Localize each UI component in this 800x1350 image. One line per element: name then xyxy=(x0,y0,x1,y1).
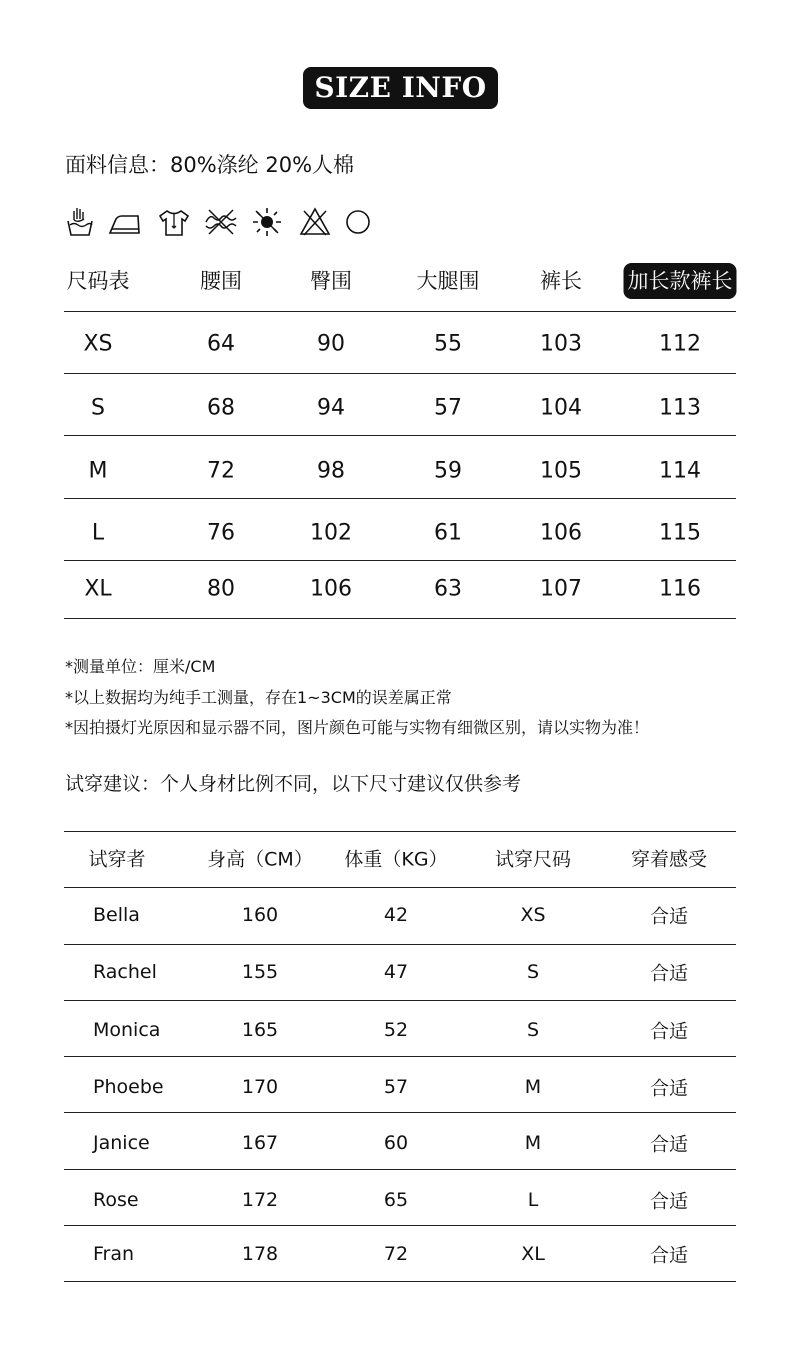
fit-cell-height: 170 xyxy=(241,1076,279,1098)
fit-cell-size: L xyxy=(527,1189,539,1211)
fit-cell-size: M xyxy=(524,1076,542,1098)
fit-table-divider xyxy=(64,831,736,832)
circle-icon xyxy=(344,205,374,239)
fit-advice-title: 试穿建议：个人身材比例不同，以下尺寸建议仅供参考 xyxy=(65,773,522,795)
fit-cell-weight: 52 xyxy=(383,1019,409,1041)
hang-dry-icon xyxy=(157,205,191,239)
size-cell-long-length: 113 xyxy=(659,395,701,421)
size-cell-thigh: 57 xyxy=(434,395,462,421)
fit-cell-feel: 合适 xyxy=(649,1020,689,1043)
header-size: 尺码表 xyxy=(66,269,130,293)
fit-cell-weight: 65 xyxy=(383,1189,409,1211)
fit-header-feel: 穿着感受 xyxy=(630,848,708,871)
fit-cell-height: 178 xyxy=(241,1243,279,1265)
fit-cell-weight: 47 xyxy=(383,961,409,983)
size-cell-hip: 106 xyxy=(310,576,352,602)
size-cell-size: XS xyxy=(83,331,113,357)
header-length: 裤长 xyxy=(540,269,582,293)
fit-cell-size: XL xyxy=(521,1243,545,1265)
hand-wash-icon xyxy=(65,205,95,239)
size-cell-size: S xyxy=(91,395,105,421)
size-cell-thigh: 55 xyxy=(434,331,462,357)
header-hip: 臀围 xyxy=(310,269,352,293)
fit-cell-tester: Bella xyxy=(93,904,140,926)
fit-cell-height: 160 xyxy=(241,904,279,926)
no-wring-icon xyxy=(204,205,238,239)
fit-table-divider xyxy=(64,1056,736,1057)
size-table-divider xyxy=(64,435,736,436)
note-measure: *以上数据均为纯手工测量，存在1~3CM的误差属正常 xyxy=(65,688,452,707)
size-cell-thigh: 59 xyxy=(434,458,462,484)
fit-cell-height: 167 xyxy=(241,1132,279,1154)
size-cell-thigh: 63 xyxy=(434,576,462,602)
fit-cell-tester: Janice xyxy=(93,1132,150,1154)
fit-cell-height: 155 xyxy=(241,961,279,983)
size-cell-waist: 72 xyxy=(207,458,235,484)
size-table-divider xyxy=(64,373,736,374)
fit-cell-size: M xyxy=(524,1132,542,1154)
fit-header-weight: 体重（KG） xyxy=(344,848,448,871)
size-cell-hip: 102 xyxy=(310,520,352,546)
size-table-divider xyxy=(64,618,736,619)
fit-cell-weight: 60 xyxy=(383,1132,409,1154)
size-cell-waist: 64 xyxy=(207,331,235,357)
header-thigh: 大腿围 xyxy=(416,269,480,293)
size-cell-long-length: 116 xyxy=(659,576,701,602)
size-cell-size: L xyxy=(91,520,105,546)
size-table-header xyxy=(0,263,800,299)
fit-cell-tester: Phoebe xyxy=(93,1076,164,1098)
fit-cell-feel: 合适 xyxy=(649,1190,689,1213)
fit-cell-tester: Rachel xyxy=(93,961,157,983)
fit-table-divider xyxy=(64,1000,736,1001)
size-cell-size: XL xyxy=(84,576,112,602)
no-sun-dry-icon xyxy=(250,205,284,239)
size-cell-size: M xyxy=(88,458,108,484)
fit-cell-size: S xyxy=(526,1019,540,1041)
size-cell-length: 104 xyxy=(540,395,582,421)
note-color: *因拍摄灯光原因和显示器不同，图片颜色可能与实物有细微区别，请以实物为准！ xyxy=(65,718,650,737)
fit-table-divider xyxy=(64,944,736,945)
size-cell-long-length: 112 xyxy=(659,331,701,357)
fit-cell-weight: 72 xyxy=(383,1243,409,1265)
fit-cell-height: 165 xyxy=(241,1019,279,1041)
fit-table-divider xyxy=(64,1225,736,1226)
size-cell-long-length: 115 xyxy=(659,520,701,546)
note-unit: *测量单位：厘米/CM xyxy=(65,657,216,676)
fit-cell-height: 172 xyxy=(241,1189,279,1211)
size-cell-hip: 98 xyxy=(317,458,345,484)
size-cell-length: 107 xyxy=(540,576,582,602)
fit-cell-tester: Fran xyxy=(93,1243,135,1265)
header-long-length: 加长款裤长 xyxy=(624,263,737,299)
size-cell-waist: 68 xyxy=(207,395,235,421)
iron-low-icon xyxy=(108,205,142,239)
fit-table-divider xyxy=(64,1169,736,1170)
fit-cell-feel: 合适 xyxy=(649,1133,689,1156)
fit-header-tester: 试穿者 xyxy=(88,848,146,871)
fit-table-divider xyxy=(64,1281,736,1282)
size-cell-waist: 76 xyxy=(207,520,235,546)
size-table-divider xyxy=(64,498,736,499)
size-cell-hip: 90 xyxy=(317,331,345,357)
header-waist: 腰围 xyxy=(200,269,242,293)
size-cell-long-length: 114 xyxy=(659,458,701,484)
fit-table-divider xyxy=(64,887,736,888)
fit-cell-tester: Rose xyxy=(93,1189,139,1211)
size-table-divider xyxy=(64,311,736,312)
fabric-info: 面料信息：80%涤纶 20%人棉 xyxy=(65,153,355,177)
size-cell-hip: 94 xyxy=(317,395,345,421)
fit-cell-feel: 合适 xyxy=(649,1244,689,1267)
size-info-badge: SIZE INFO xyxy=(303,67,498,109)
size-cell-thigh: 61 xyxy=(434,520,462,546)
fit-cell-size: XS xyxy=(520,904,546,926)
size-cell-length: 103 xyxy=(540,331,582,357)
fit-cell-feel: 合适 xyxy=(649,962,689,985)
fit-cell-feel: 合适 xyxy=(649,1077,689,1100)
fit-cell-feel: 合适 xyxy=(649,905,689,928)
fit-cell-weight: 42 xyxy=(383,904,409,926)
size-table-divider xyxy=(64,560,736,561)
fit-header-height: 身高（CM） xyxy=(207,848,313,871)
no-bleach-icon xyxy=(298,205,332,239)
fit-cell-tester: Monica xyxy=(93,1019,161,1041)
size-cell-length: 105 xyxy=(540,458,582,484)
fit-table-divider xyxy=(64,1112,736,1113)
size-cell-length: 106 xyxy=(540,520,582,546)
fit-header-size: 试穿尺码 xyxy=(494,848,572,871)
fit-cell-size: S xyxy=(526,961,540,983)
fit-cell-weight: 57 xyxy=(383,1076,409,1098)
size-cell-waist: 80 xyxy=(207,576,235,602)
